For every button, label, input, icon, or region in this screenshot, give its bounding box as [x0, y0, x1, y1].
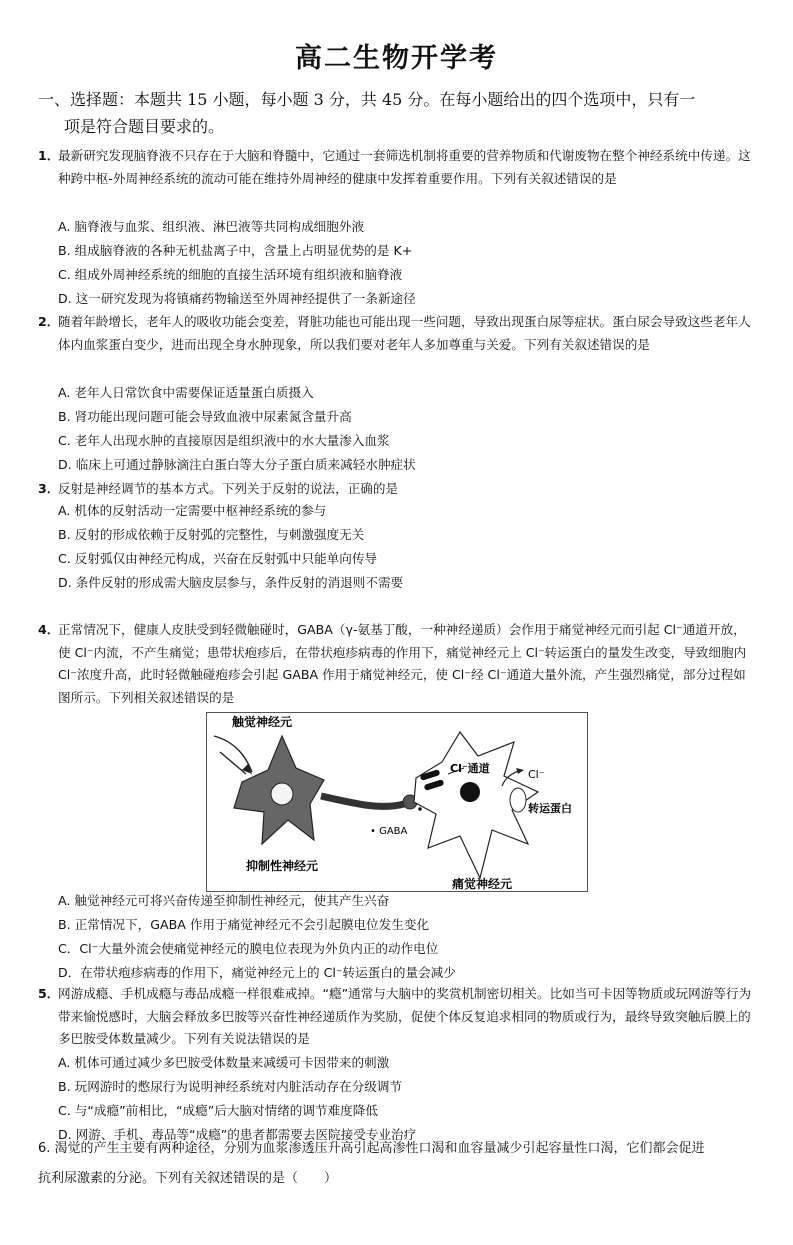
question-number: 3． [38, 481, 60, 496]
question-number: 1． [38, 148, 60, 163]
option-d: D．在带状疱疹病毒的作用下，痛觉神经元上的 Cl⁻转运蛋白的量会减少 [58, 965, 456, 980]
option-b: B. 组成脑脊液的各种无机盐离子中，含量上占明显优势的是 K+ [58, 243, 413, 258]
neuron-figure [206, 712, 588, 892]
label-transporter: 转运蛋白 [528, 802, 572, 815]
question-5 [38, 983, 758, 1051]
section-header-line2: 项是符合题目要求的。 [64, 117, 225, 136]
question-stem: 随着年龄增长，老年人的吸收功能会变差，肾脏功能也可能出现一些问题，导致出现蛋白尿等症状。蛋白尿会导致这些老年人体内血浆蛋白变少，进而出现全身水肿现象，所以我们要对老年人多加尊重与关爱。下列有关叙述错误的是 [58, 314, 751, 352]
arrow-head [516, 768, 524, 774]
question-6 [38, 1134, 763, 1194]
question-stem: 最新研究发现脑脊液不只存在于大脑和脊髓中，它通过一套筛选机制将重要的营养物质和代谢废物在整个神经系统中传递。这种跨中枢-外周神经系统的流动可能在维持外周神经的健康中发挥着重要作用。下列有关叙述错误的是 [58, 148, 751, 186]
transporter-icon [510, 788, 526, 812]
question-1 [38, 145, 758, 190]
question-6-line1: 6. 渴觉的产生主要有两种途径，分别为血浆渗透压升高引起高渗性口渴和血容量减少引起容量性口渴，它们都会促进 [38, 1141, 705, 1156]
question-6-line2: 抗利尿激素的分泌。下列有关叙述错误的是（ ） [38, 1171, 338, 1186]
question-2-options [58, 382, 758, 478]
option-c: C. 组成外周神经系统的细胞的直接生活环境有组织液和脑脊液 [58, 267, 403, 282]
question-stem: 正常情况下，健康人皮肤受到轻微触碰时，GABA（γ-氨基丁酸，一种神经递质）会作用于痛觉神经元而引起 Cl⁻通道开放，使 Cl⁻内流，不产生痛觉；患带状疱疹后，在带状疱疹病毒的作用下，痛觉神经元上 Cl⁻转运蛋白的量发生改变，导致细胞内 Cl⁻浓度升高，此时轻微触碰疱疹会引起 GABA 作用于痛觉神经元，使 Cl⁻经 Cl⁻通道大量外流，产生强烈痛觉，部分过程如图所示。下列相关叙述错误的是 [58, 622, 747, 705]
label-touch-neuron: 触觉神经元 [232, 715, 293, 729]
question-stem: 反射是神经调节的基本方式。下列关于反射的说法，正确的是 [58, 481, 399, 496]
option-a: A. 触觉神经元可将兴奋传递至抑制性神经元，使其产生兴奋 [58, 893, 390, 908]
question-stem: 网游成瘾、手机成瘾与毒品成瘾一样很难戒掉。“瘾”通常与大脑中的奖赏机制密切相关。比如当可卡因等物质或玩网游等行为带来愉悦感时，大脑会释放多巴胺等兴奋性神经递质作为奖励，促使个体反复追求相同的物质或行为，最终导致突触后膜上的多巴胺受体数量减少。下列有关说法错误的是 [58, 986, 752, 1046]
question-1-options [58, 216, 758, 312]
question-2 [38, 311, 758, 356]
pain-nucleus [460, 782, 480, 802]
option-c: C. 老年人出现水肿的直接原因是组织液中的水大量渗入血浆 [58, 433, 390, 448]
option-a: A. 老年人日常饮食中需要保证适量蛋白质摄入 [58, 385, 314, 400]
question-3 [38, 478, 758, 501]
question-number: 4． [38, 622, 60, 637]
section-header [38, 86, 763, 140]
option-b: B. 反射的形成依赖于反射弧的完整性，与刺激强度无关 [58, 527, 365, 542]
option-d: D. 临床上可通过静脉滴注白蛋白等大分子蛋白质来减轻水肿症状 [58, 457, 416, 472]
question-number: 5． [38, 986, 60, 1001]
label-inhibitory-neuron: 抑制性神经元 [246, 859, 319, 873]
question-number: 2． [38, 314, 60, 329]
option-d: D. 网游、手机、毒品等“成瘾”的患者都需要去医院接受专业治疗 [58, 1127, 417, 1142]
gaba-dot [418, 807, 422, 811]
label-cl: Cl⁻ [528, 768, 545, 781]
neuron-diagram [206, 712, 588, 892]
page-title: 高二生物开学考 [295, 43, 498, 74]
option-c: C．Cl⁻大量外流会使痛觉神经元的膜电位表现为外负内正的动作电位 [58, 941, 439, 956]
option-a: A. 脑脊液与血浆、组织液、淋巴液等共同构成细胞外液 [58, 219, 365, 234]
inhibitory-axon [321, 796, 404, 806]
option-a: A. 机体可通过减少多巴胺受体数量来减缓可卡因带来的刺激 [58, 1055, 390, 1070]
inhibitory-nucleus [271, 783, 293, 805]
option-d: D. 条件反射的形成需大脑皮层参与，条件反射的消退则不需要 [58, 575, 404, 590]
label-pain-neuron: 痛觉神经元 [452, 877, 513, 891]
option-b: B. 肾功能出现问题可能会导致血液中尿素氮含量升高 [58, 409, 352, 424]
option-a: A. 机体的反射活动一定需要中枢神经系统的参与 [58, 503, 327, 518]
label-cl-channel: Cl⁻通道 [450, 762, 490, 775]
section-header-line1: 一、选择题：本题共 15 小题，每小题 3 分，共 45 分。在每小题给出的四个选项中，只有一 [38, 90, 696, 109]
question-4-options [58, 890, 758, 986]
label-gaba: • GABA [370, 826, 408, 837]
option-d: D. 这一研究发现为将镇痛药物输送至外周神经提供了一条新途径 [58, 291, 416, 306]
option-b: B. 正常情况下，GABA 作用于痛觉神经元不会引起膜电位发生变化 [58, 917, 430, 932]
option-c: C. 与“成瘾”前相比，“成瘾”后大脑对情绪的调节难度降低 [58, 1103, 378, 1118]
option-b: B. 玩网游时的憋尿行为说明神经系统对内脏活动存在分级调节 [58, 1079, 403, 1094]
option-c: C. 反射弧仅由神经元构成，兴奋在反射弧中只能单向传导 [58, 551, 378, 566]
question-4 [38, 619, 758, 709]
question-3-options [58, 500, 758, 596]
